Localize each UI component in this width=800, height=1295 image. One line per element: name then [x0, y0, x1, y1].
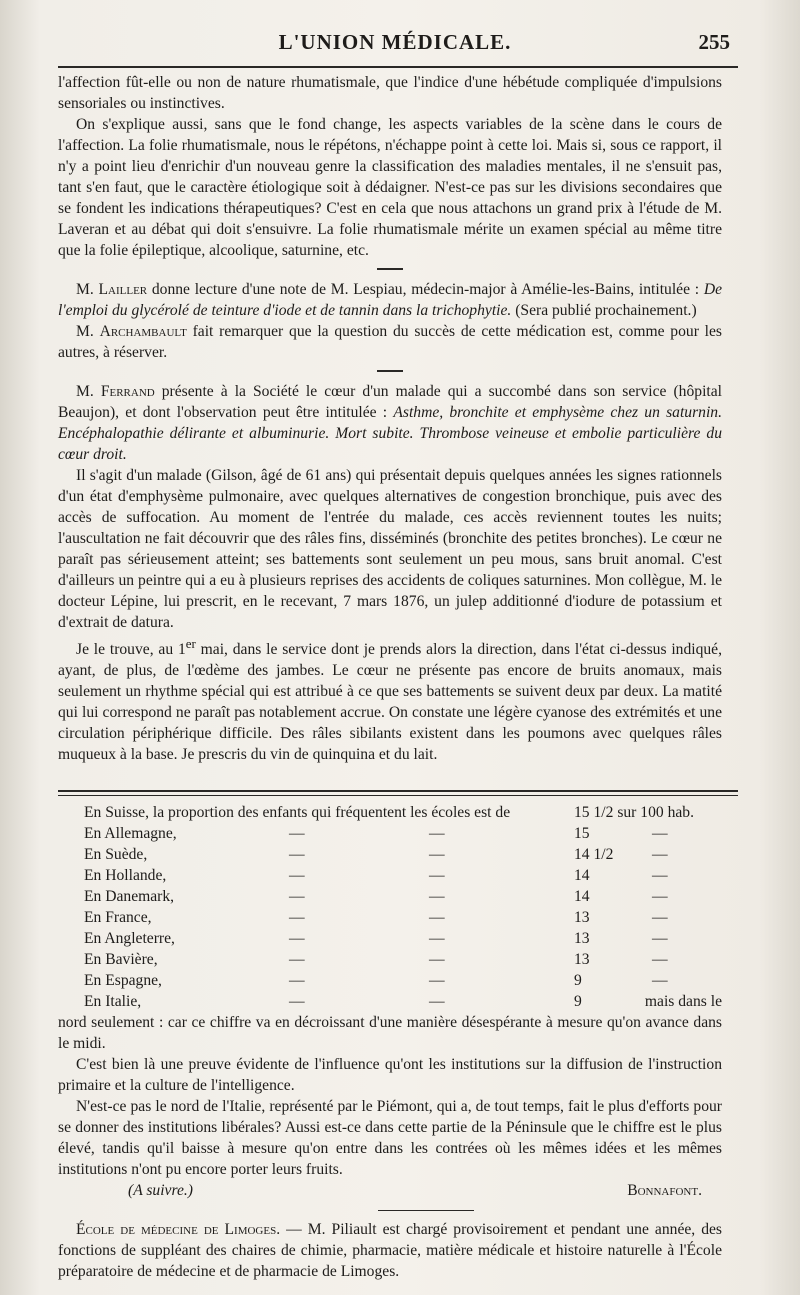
paragraph-text: mai, dans le service dont je prends alors la direction, dans l'état ci-dessus indiqué, ayant, de plus, de l'œdème des jambes. Le cœur ne présente pas encore de bruits anomaux, mais seulement un rhythme spécial qui est attribué à ce que ses battements se suivent deux par deux. La matité qui lui correspond ne paraît pas notablement accrue. On constate une légère cyanose des extrémités et une circulation périphérique difficile. Des râles sibilants existent dans les poumons avec quelques râles muqueux à la base. Je prescris du vin de quinquina et du lait. [58, 641, 722, 764]
page-number: 255 [698, 30, 730, 54]
author-signature: Bonnafont. [627, 1182, 702, 1199]
stat-value: 13 [574, 951, 590, 968]
ditto-mark: — [652, 972, 668, 989]
paragraph-limoges [58, 1219, 722, 1282]
ditto-mark: — [429, 930, 445, 947]
stat-value: 14 1/2 [574, 846, 614, 863]
ditto-mark: — [289, 993, 305, 1010]
ditto-mark: — [429, 846, 445, 863]
observation-title: Asthme, bronchite et emphysème chez un saturnin. Encéphalopathie délirante et albuminurie. Mort subite. Thrombose veineuse et embolie particulière du cœur droit. [58, 404, 722, 463]
paragraph: C'est bien là une preuve évidente de l'influence qu'ont les institutions sur la diffusion de l'instruction primaire et la culture de l'intelligence. [58, 1056, 722, 1094]
stat-country: En Allemagne, [84, 825, 177, 842]
stat-country: En Bavière, [84, 951, 158, 968]
stat-value: 15 [574, 825, 590, 842]
stat-value: 15 1/2 sur 100 hab. [574, 804, 694, 821]
table-row [84, 951, 724, 972]
stat-country: En France, [84, 909, 152, 926]
ditto-mark: — [652, 825, 668, 842]
ditto-mark: — [429, 825, 445, 842]
stat-value: 14 [574, 867, 590, 884]
separator-rule [377, 370, 403, 372]
ditto-mark: — [652, 930, 668, 947]
stat-country: En Angleterre, [84, 930, 175, 947]
header-rule [58, 66, 738, 68]
speaker-name: Lailler [98, 281, 148, 298]
ditto-mark: — [429, 909, 445, 926]
ditto-mark: — [652, 867, 668, 884]
table-row [84, 930, 724, 951]
paragraph: On s'explique aussi, sans que le fond change, les aspects variables de la scène dans le cours de l'affection. La folie rhumatismale, nous le répétons, n'échappe point à cette loi. Mais si, sous ce rapport, il n'y a point lieu d'enrichir d'un nouveau genre la classification des maladies mentales, il ne s'ensuit pas, tant s'en faut, que le caractère étiologique soit à dédaigner. N'est-ce pas sur les divisions secondaires que se fondent les indications thérapeutiques? C'est en cela que nous attachons un grand prix à l'étude de M. Laveran et au débat qui doit s'ensuivre. La folie rhumatismale mérite un examen spécial au même titre que la folie épileptique, alcoolique, saturnine, etc. [58, 116, 722, 259]
speaker-prefix: M. [76, 323, 94, 340]
table-row [84, 972, 724, 993]
ditto-mark: — [289, 867, 305, 884]
separator-rule [378, 1210, 474, 1211]
ditto-mark: — [429, 972, 445, 989]
stat-country: En Danemark, [84, 888, 175, 905]
paragraph-text: présente à la Société le cœur d'un malade qui a succombé dans son service (hôpital Beaujon), et dont l'observation peut être intitulée : [58, 383, 722, 421]
running-header [60, 30, 730, 60]
ditto-mark: — [652, 951, 668, 968]
stat-country: En Hollande, [84, 867, 167, 884]
stat-value: 13 [574, 909, 590, 926]
paragraph-archambault [58, 321, 722, 363]
table-row [84, 825, 724, 846]
paragraph: Il s'agit d'un malade (Gilson, âgé de 61 ans) qui présentait depuis quelques années les signes rationnels d'un état d'emphysème pulmonaire, avec quelques alternatives de congestion bronchique, puis avec des accès de suffocation. Au moment de l'entrée du malade, ces accès reviennent toutes les nuits; l'auscultation ne fait découvrir que des râles fins, disséminés (bronchite des petites bronches). Le cœur ne paraît pas sérieusement atteint; ses battements sont seulement un peu mous, sans bruit anomal. C'est d'ailleurs un peintre qui a eu à plusieurs reprises des accidents de coliques saturnines. Mon collègue, M. le docteur Lépine, lui prescrit, en le recevant, 7 mars 1876, un julep additionné d'iodure de potassium et d'extrait de datura. [58, 467, 722, 631]
ditto-mark: — [429, 993, 445, 1010]
paragraph-text: (Sera publié prochainement.) [511, 302, 697, 319]
section-double-rule [58, 790, 738, 796]
speaker-name: Archambault [99, 323, 187, 340]
stat-value: 9 [574, 972, 582, 989]
paragraph: nord seulement : car ce chiffre va en décroissant d'une manière désespérante à mesure qu'on avance dans le midi. [58, 1014, 722, 1052]
paragraph-lailler [58, 279, 722, 321]
ditto-mark: — [429, 951, 445, 968]
stat-value: 14 [574, 888, 590, 905]
ditto-mark: — [289, 951, 305, 968]
ditto-mark: — [289, 825, 305, 842]
separator-rule [377, 268, 403, 270]
ditto-mark: — [289, 930, 305, 947]
table-row [84, 846, 724, 867]
paragraph-ferrand [58, 381, 722, 465]
ditto-mark: — [289, 909, 305, 926]
ditto-mark: — [289, 846, 305, 863]
note-title: De l'emploi du glycérolé de teinture d'iode et de tannin dans la trichophytie. [58, 281, 722, 319]
article-continuation [58, 991, 722, 1282]
italy-tail: mais dans le [644, 993, 722, 1010]
journal-title: L'UNION MÉDICALE. [278, 30, 512, 54]
ditto-mark: — [429, 867, 445, 884]
table-row [84, 804, 724, 825]
stat-value: 9 [574, 993, 582, 1010]
ditto-mark: — [652, 909, 668, 926]
stat-country: En Suède, [84, 846, 148, 863]
table-row [84, 867, 724, 888]
ditto-mark: — [289, 972, 305, 989]
to-be-continued: (A suivre.) [128, 1182, 193, 1199]
school-attendance-table [84, 804, 724, 1014]
paragraph-lead: Je le trouve, au 1 [76, 641, 186, 659]
speaker-name: Ferrand [100, 383, 155, 400]
stat-intro: En Suisse, la proportion des enfants qui fréquentent les écoles est de [84, 804, 511, 821]
table-row [84, 888, 724, 909]
speaker-prefix: M. [76, 281, 94, 298]
article-body [58, 72, 722, 765]
ditto-mark: — [652, 846, 668, 863]
stat-country: En Espagne, [84, 972, 162, 989]
stat-value: 13 [574, 930, 590, 947]
paragraph: N'est-ce pas le nord de l'Italie, représenté par le Piémont, qui a, de tout temps, fait le plus d'efforts pour se donner des institutions libérales? Aussi est-ce dans cette partie de la Péninsule que le chiffre est le plus élevé, tandis qu'il baisse à mesure qu'on entre dans les contrées où les mêmes idées et les mêmes institutions n'ont pu encore porter leurs fruits. [58, 1098, 722, 1178]
paragraph-text: fait remarquer que la question du succès de cette médication est, comme pour les autres, à réserver. [58, 323, 723, 361]
paragraph: l'affection fût-elle ou non de nature rhumatismale, que l'indice d'une hébétude compliquée d'impulsions sensoriales ou instinctives. [58, 74, 722, 112]
paragraph-je-le-trouve [58, 633, 722, 765]
ditto-mark: — [429, 888, 445, 905]
ordinal-suffix: er [185, 636, 196, 651]
speaker-prefix: M. [76, 383, 94, 400]
ditto-mark: — [289, 888, 305, 905]
signature-row [58, 1180, 722, 1202]
stat-country: En Italie, [84, 993, 142, 1010]
item-title: École de médecine de Limoges. [76, 1221, 281, 1238]
ditto-mark: — [652, 888, 668, 905]
table-row [84, 909, 724, 930]
paragraph-text: — M. Piliault est chargé provisoirement et pendant une année, des fonctions de suppléant des chaires de chimie, pharmacie, matière médicale et histoire naturelle à l'École préparatoire de médecine et de pharmacie de Limoges. [58, 1221, 722, 1280]
paragraph-text: donne lecture d'une note de M. Lespiau, médecin-major à Amélie-les-Bains, intitulée : [147, 281, 704, 298]
